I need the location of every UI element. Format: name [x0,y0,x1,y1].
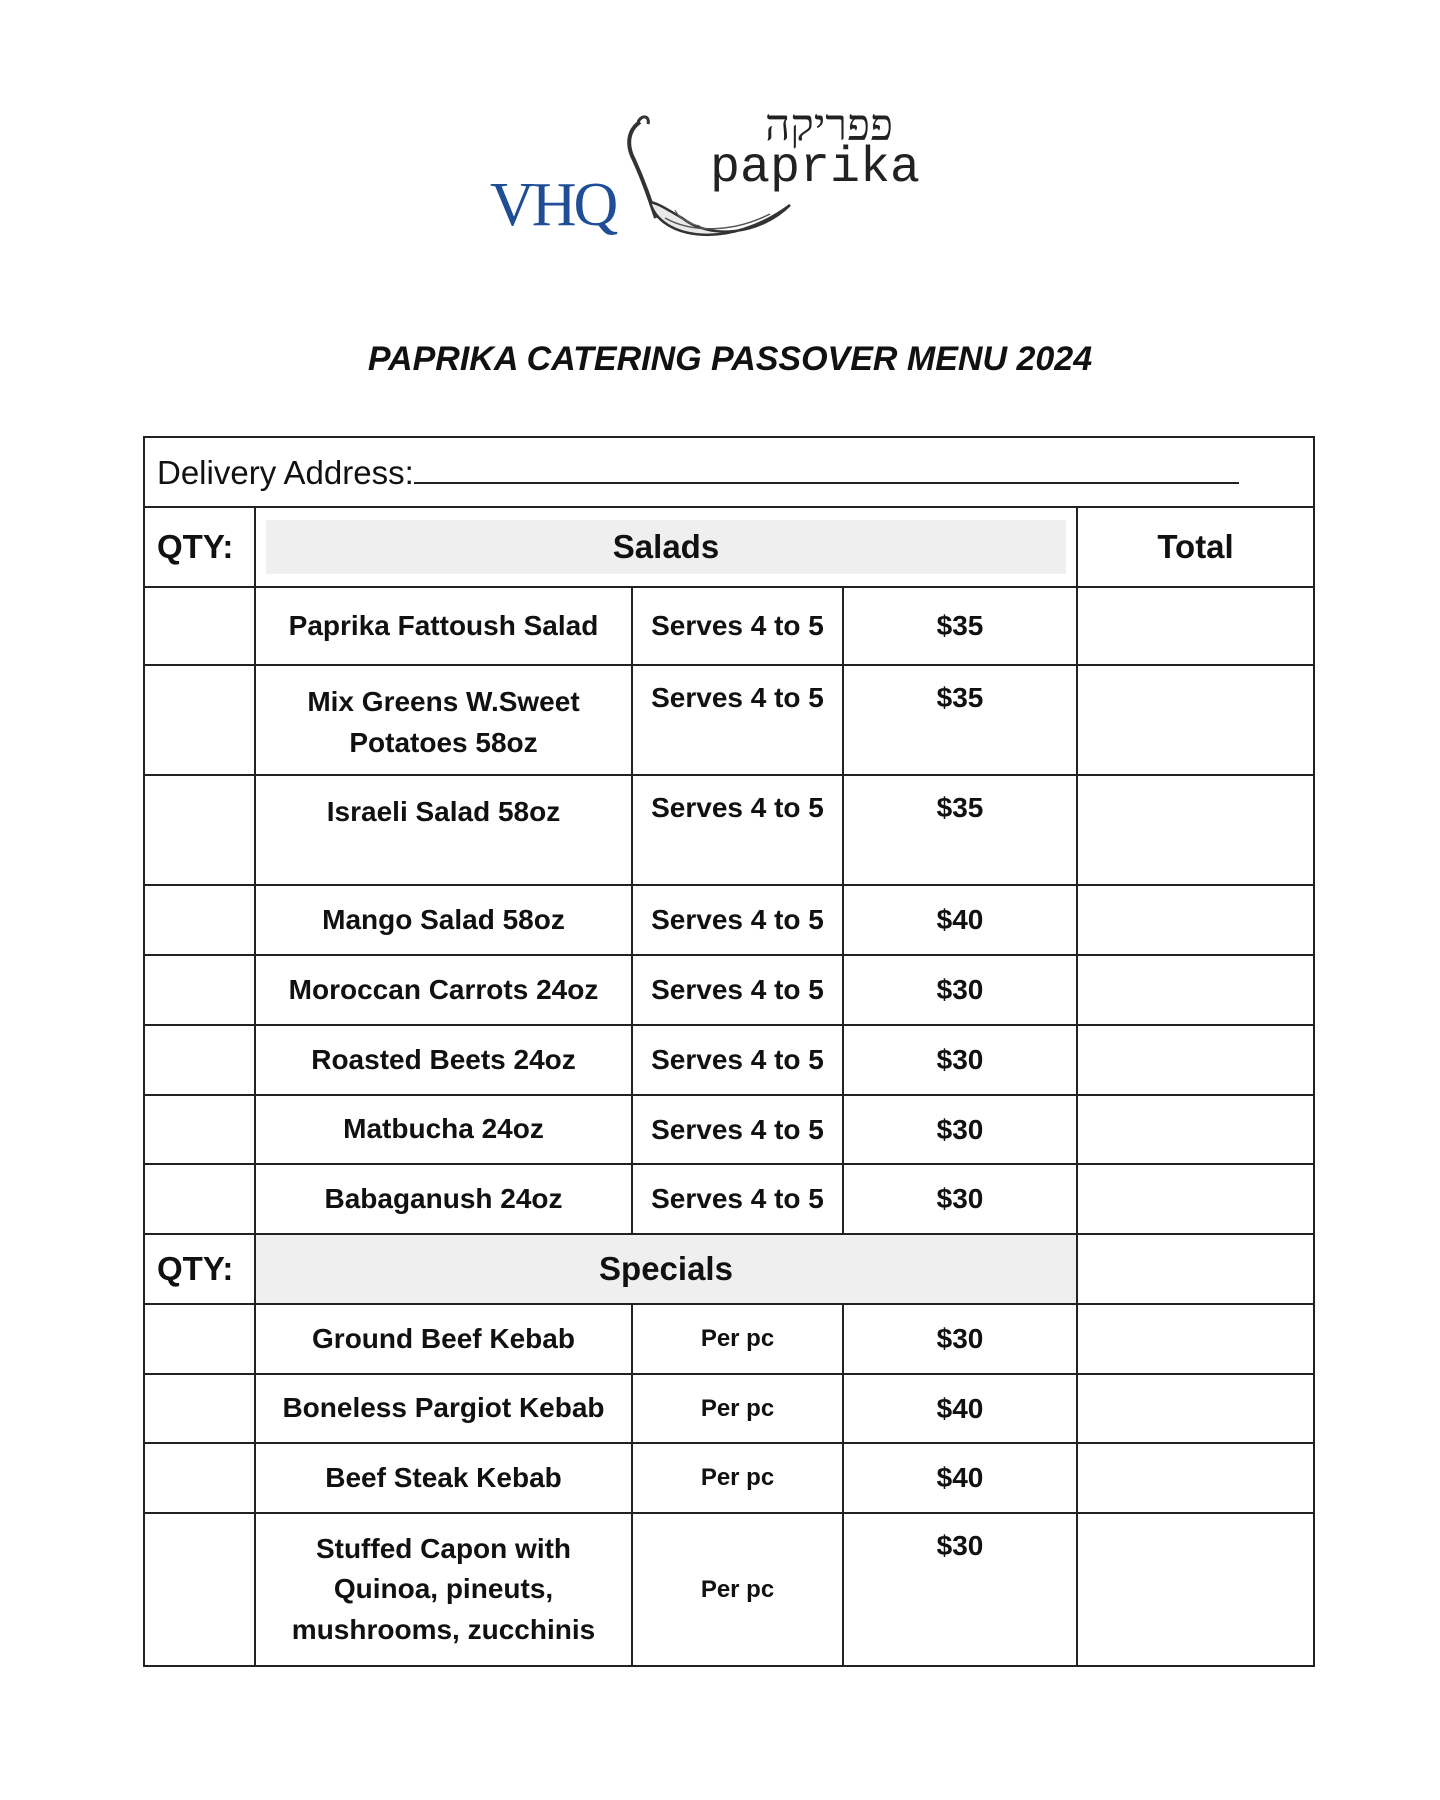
qty-cell[interactable] [144,1304,255,1374]
qty-cell[interactable] [144,1095,255,1164]
specials-header-row [144,1234,1314,1304]
qty-cell[interactable] [144,775,255,885]
page-title: PAPRIKA CATERING PASSOVER MENU 2024 [367,340,1093,378]
item-name: Stuffed Capon with Quinoa, pineuts, mushrooms, zucchinis [255,1513,632,1666]
menu-table [143,436,1315,1667]
item-price: $35 [843,665,1077,775]
qty-cell[interactable] [144,955,255,1025]
qty-cell[interactable] [144,1443,255,1513]
total-cell[interactable] [1077,1443,1314,1513]
item-name: Ground Beef Kebab [255,1304,632,1374]
table-row [144,1443,1314,1513]
item-price: $35 [843,587,1077,665]
total-cell[interactable] [1077,885,1314,955]
total-cell[interactable] [1077,1164,1314,1234]
table-row [144,1095,1314,1164]
qty-cell[interactable] [144,665,255,775]
total-cell[interactable] [1077,665,1314,775]
vhq-logo-text: VHQ [490,171,616,239]
item-name: Paprika Fattoush Salad [255,587,632,665]
item-name: Matbucha 24oz [255,1095,632,1164]
item-price: $35 [843,775,1077,885]
table-row [144,775,1314,885]
item-price: $30 [843,1095,1077,1164]
paprika-brand-text: paprika [710,140,921,197]
total-cell[interactable] [1077,1374,1314,1443]
total-cell[interactable] [1077,587,1314,665]
item-price: $30 [843,1025,1077,1095]
item-name: Mix Greens W.Sweet Potatoes 58oz [255,665,632,775]
item-serves: Serves 4 to 5 [632,775,843,885]
total-cell[interactable] [1077,1513,1314,1666]
table-row [144,1164,1314,1234]
qty-cell[interactable] [144,885,255,955]
item-serves: Per pc [632,1304,843,1374]
qty-header: QTY: [144,1234,255,1304]
table-row [144,1513,1314,1666]
item-serves: Per pc [632,1374,843,1443]
item-serves: Serves 4 to 5 [632,1095,843,1164]
qty-header: QTY: [144,507,255,587]
qty-cell[interactable] [144,1374,255,1443]
total-cell[interactable] [1077,1025,1314,1095]
total-cell[interactable] [1077,775,1314,885]
salads-section-header [255,507,1077,587]
salads-section-title: Salads [266,520,1066,574]
logo [490,100,950,270]
delivery-address-line[interactable] [414,452,1239,484]
item-serves: Serves 4 to 5 [632,885,843,955]
item-price: $40 [843,1374,1077,1443]
item-serves: Serves 4 to 5 [632,1025,843,1095]
item-serves: Serves 4 to 5 [632,665,843,775]
item-name: Roasted Beets 24oz [255,1025,632,1095]
item-price: $30 [843,1513,1077,1666]
total-cell[interactable] [1077,1304,1314,1374]
delivery-address-cell[interactable] [144,437,1314,507]
item-serves: Serves 4 to 5 [632,1164,843,1234]
hebrew-brand-text: פפריקה [765,100,894,151]
item-price: $30 [843,1304,1077,1374]
item-serves: Per pc [632,1443,843,1513]
item-price: $30 [843,1164,1077,1234]
qty-cell[interactable] [144,1513,255,1666]
item-price: $40 [843,885,1077,955]
table-row [144,885,1314,955]
total-cell[interactable] [1077,1095,1314,1164]
item-price: $30 [843,955,1077,1025]
qty-cell[interactable] [144,1164,255,1234]
item-serves: Serves 4 to 5 [632,955,843,1025]
item-price: $40 [843,1443,1077,1513]
qty-cell[interactable] [144,587,255,665]
table-row [144,955,1314,1025]
qty-cell[interactable] [144,1025,255,1095]
item-serves: Serves 4 to 5 [632,587,843,665]
item-name: Babaganush 24oz [255,1164,632,1234]
table-row [144,1374,1314,1443]
table-row [144,1025,1314,1095]
total-cell[interactable] [1077,955,1314,1025]
specials-section-header: Specials [255,1234,1077,1304]
item-name: Boneless Pargiot Kebab [255,1374,632,1443]
salads-header-row [144,507,1314,587]
item-name: Moroccan Carrots 24oz [255,955,632,1025]
total-header: Total [1077,507,1314,587]
delivery-address-row [144,437,1314,507]
item-name: Beef Steak Kebab [255,1443,632,1513]
delivery-address-label: Delivery Address: [157,454,414,491]
total-cell[interactable] [1077,1234,1314,1304]
table-row [144,1304,1314,1374]
item-serves: Per pc [632,1513,843,1666]
table-row [144,665,1314,775]
table-row [144,587,1314,665]
item-name: Israeli Salad 58oz [255,775,632,885]
item-name: Mango Salad 58oz [255,885,632,955]
